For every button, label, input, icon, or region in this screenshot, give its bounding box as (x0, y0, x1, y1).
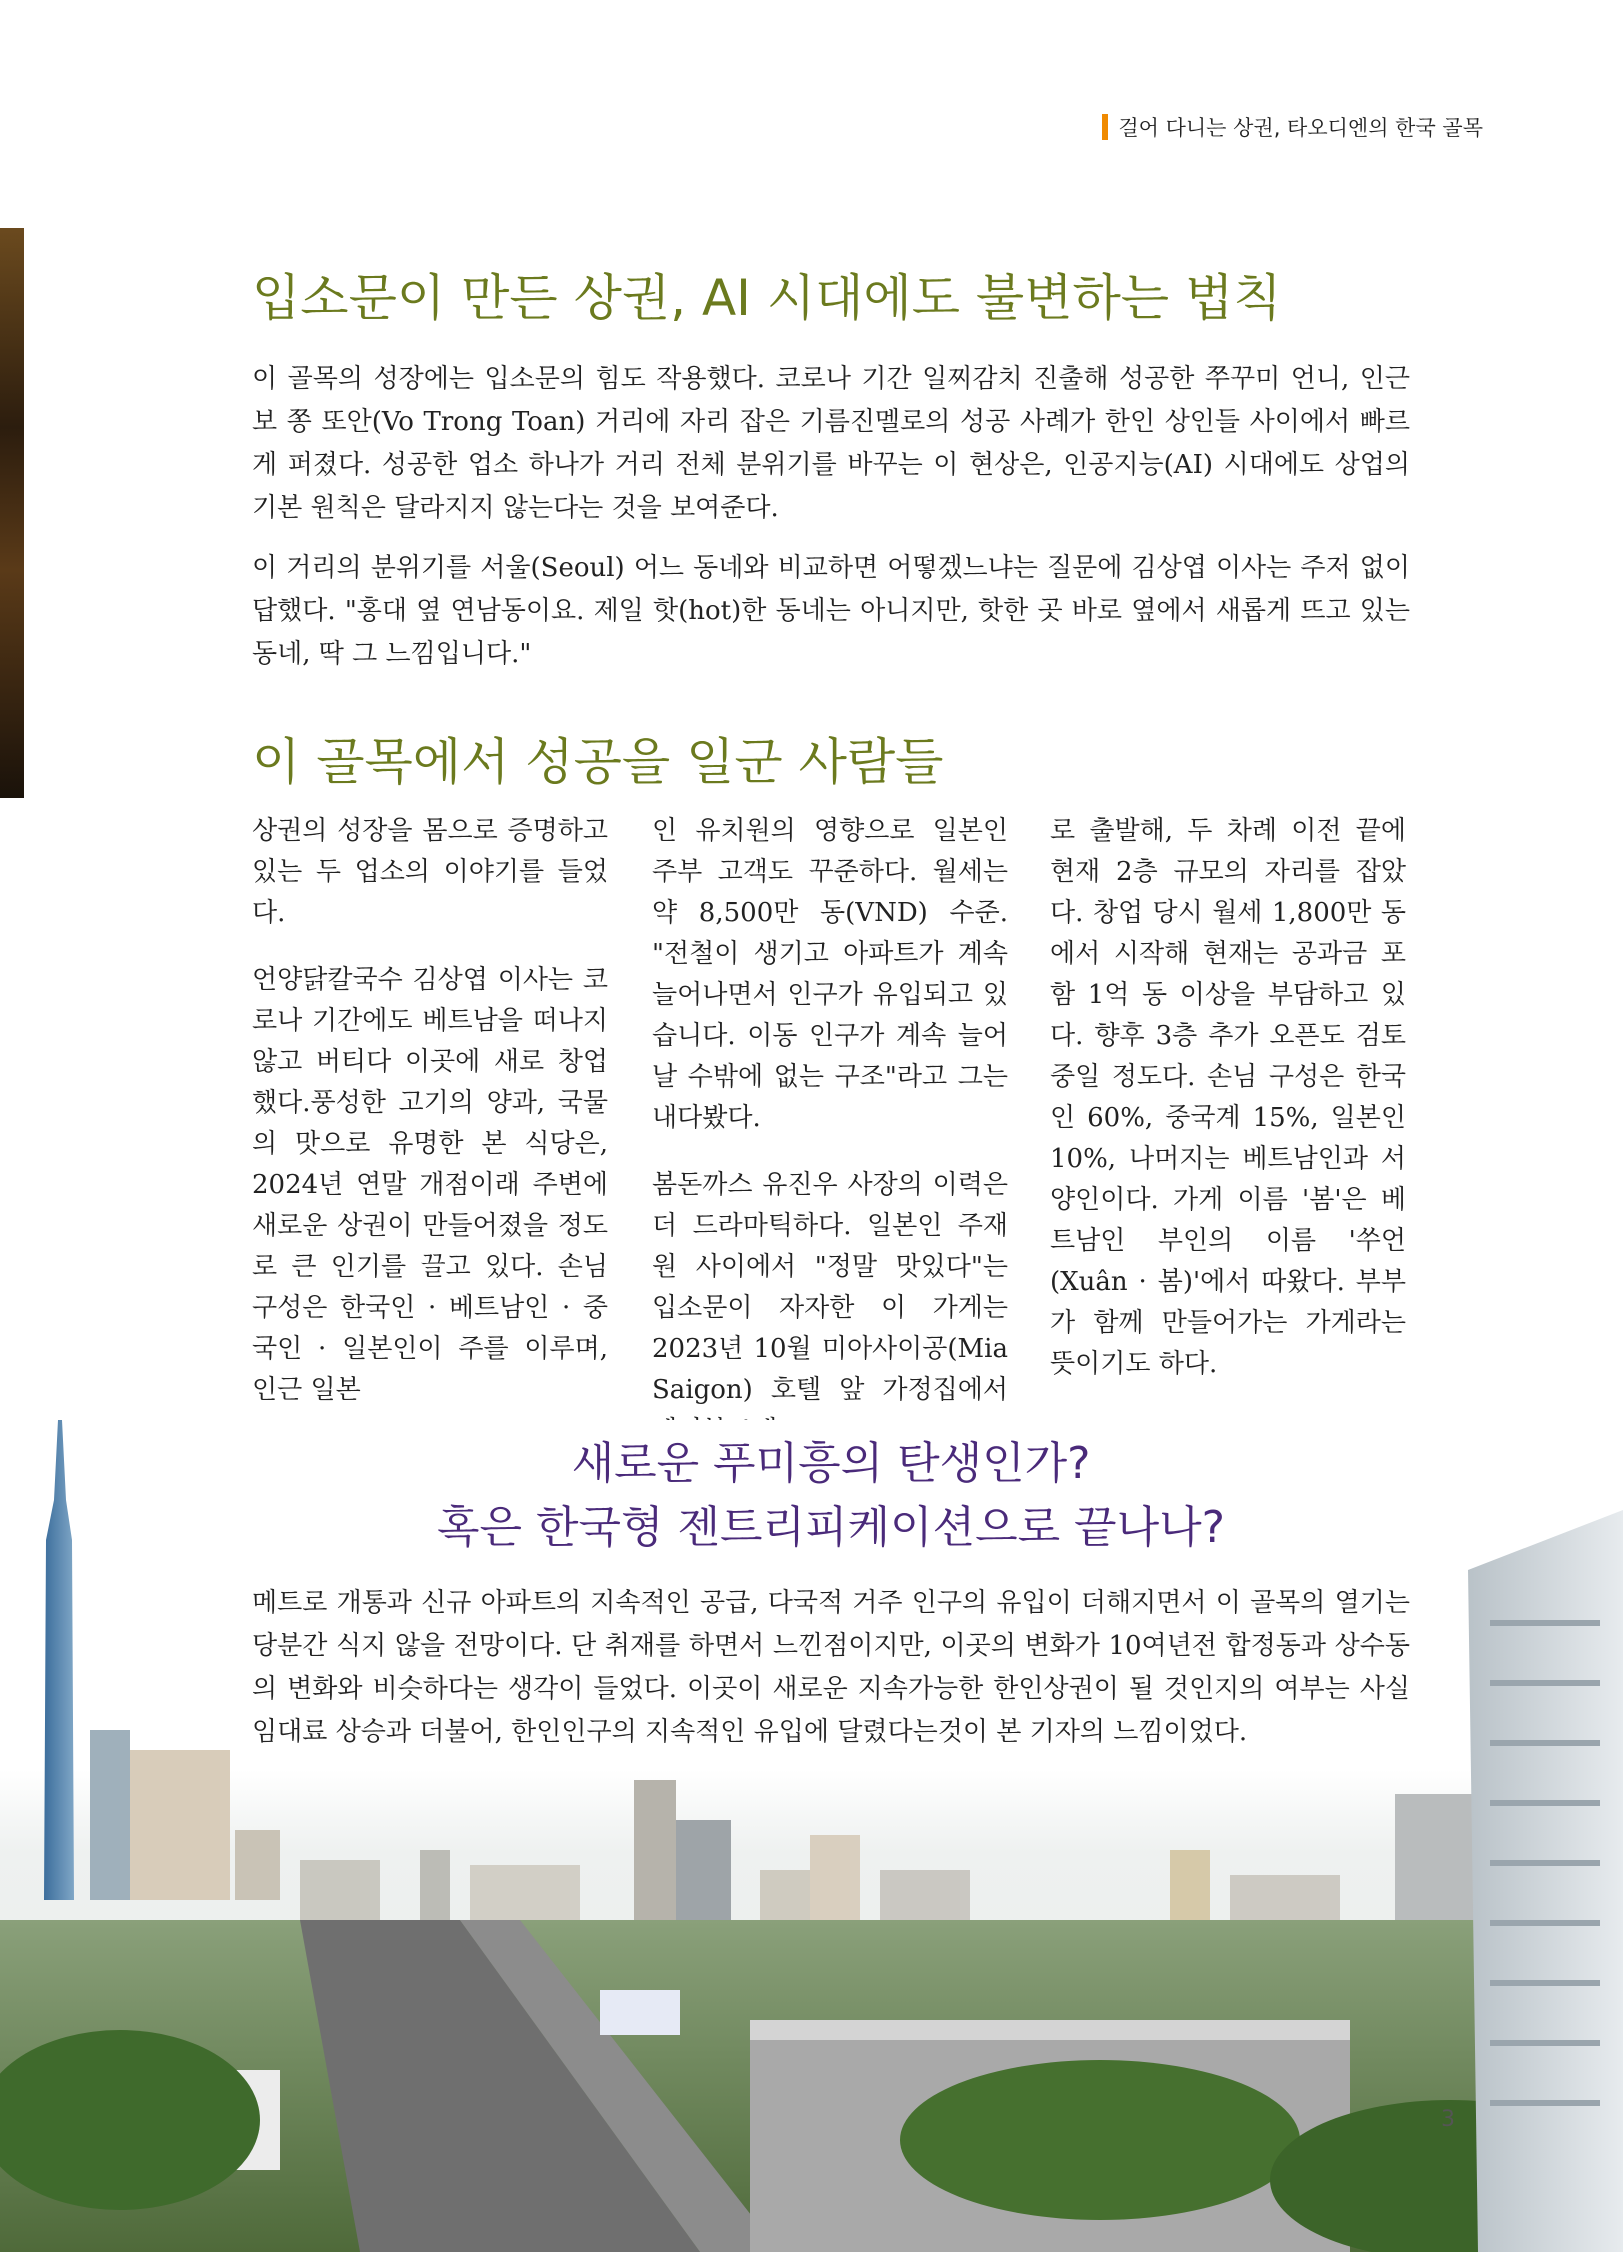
text-column-1 (252, 811, 608, 1437)
left-edge-photo (0, 228, 24, 798)
running-header-label: 걸어 다니는 상권, 타오디엔의 한국 골목 (1118, 116, 1483, 140)
question-heading (252, 1432, 1410, 1560)
text-column-2 (652, 811, 1008, 1478)
running-header (1102, 112, 1483, 142)
page-number: 3 (1441, 2107, 1455, 2132)
column-paragraph: 로 출발해, 두 차례 이전 끝에 현재 2층 규모의 자리를 잡았다. 창업 당시 월세 1,800만 동에서 시작해 현재는 공과금 포함 1억 동 이상을 부담하고 있다. 향후 3층 추가 오픈도 검토 중일 정도다. 손님 구성은 한국인 60%, 중국계 15%, 일본인 10%, 나머지는 베트남인과 서양인이다. 가게 이름 '봄'은 베트남인 부인의 이름 '쑤언(Xuân · 봄)'에서 따왔다. 부부가 함께 만들어가는 가게라는 뜻이기도 하다. (1050, 816, 1406, 1379)
section-title-word-of-mouth: 입소문이 만든 상권, AI 시대에도 불변하는 법칙 (252, 269, 1282, 327)
body-paragraph: 이 골목의 성장에는 입소문의 힘도 작용했다. 코로나 기간 일찌감치 진출해 성공한 쭈꾸미 언니, 인근 보 쫑 또안(Vo Trong Toan) 거리에 자리 잡은 기름진멜로의 성공 사례가 한인 상인들 사이에서 빠르게 퍼졌다. 성공한 업소 하나가 거리 전체 분위기를 바꾸는 이 현상은, 인공지능(AI) 시대에도 상업의 기본 원칙은 달라지지 않는다는 것을 보여준다. (252, 364, 1410, 523)
question-heading-line-2: 혹은 한국형 젠트리피케이션으로 끝나나? (437, 1502, 1225, 1553)
text-column-3 (1050, 811, 1406, 1411)
question-heading-line-1: 새로운 푸미흥의 탄생인가? (571, 1438, 1091, 1489)
section-title-success-people: 이 골목에서 성공을 일군 사람들 (252, 733, 944, 791)
column-paragraph: 언양닭칼국수 김상엽 이사는 코로나 기간에도 베트남을 떠나지 않고 버티다 이곳에 새로 창업했다.풍성한 고기의 양과, 국물의 맛으로 유명한 본 식당은, 2024년 연말 개점이래 주변에 새로운 상권이 만들어졌을 정도로 큰 인기를 끌고 있다. 손님 구성은 한국인 · 베트남인 · 중국인 · 일본인이 주를 이루며, 인근 일본 (252, 965, 608, 1405)
column-paragraph: 상권의 성장을 몸으로 증명하고 있는 두 업소의 이야기를 들었다. (252, 816, 608, 928)
body-paragraph: 이 거리의 분위기를 서울(Seoul) 어느 동네와 비교하면 어떻겠느냐는 질문에 김상엽 이사는 주저 없이 답했다. "홍대 옆 연남동이요. 제일 핫(hot)한 동네는 아니지만, 핫한 곳 바로 옆에서 새롭게 뜨고 있는 동네, 딱 그 느낌입니다." (252, 553, 1410, 669)
column-paragraph: 인 유치원의 영향으로 일본인 주부 고객도 꾸준하다. 월세는 약 8,500만 동(VND) 수준. "전철이 생기고 아파트가 계속 늘어나면서 인구가 유입되고 있습니다. 이동 인구가 계속 늘어날 수밖에 없는 구조"라고 그는 내다봤다. (652, 816, 1008, 1133)
accent-bar (1102, 114, 1108, 140)
column-paragraph: 봄돈까스 유진우 사장의 이력은 더 드라마틱하다. 일본인 주재원 사이에서 "정말 맛있다"는 입소문이 자자한 이 가게는 2023년 10월 미아사이공(Mia Saigon) 호텔 앞 가정집에서 (652, 1170, 1008, 1405)
closing-paragraph: 메트로 개통과 신규 아파트의 지속적인 공급, 다국적 거주 인구의 유입이 더해지면서 이 골목의 열기는 당분간 식지 않을 전망이다. 단 취재를 하면서 느낀점이지만, 이곳의 변화가 10여년전 합정동과 상수동의 변화와 비슷하다는 생각이 들었다. 이곳이 새로운 지속가능한 한인상권이 될 것인지의 여부는 사실 임대료 상승과 더불어, 한인인구의 지속적인 유입에 달렸다는것이 본 기자의 느낌이었다. (252, 1588, 1410, 1747)
